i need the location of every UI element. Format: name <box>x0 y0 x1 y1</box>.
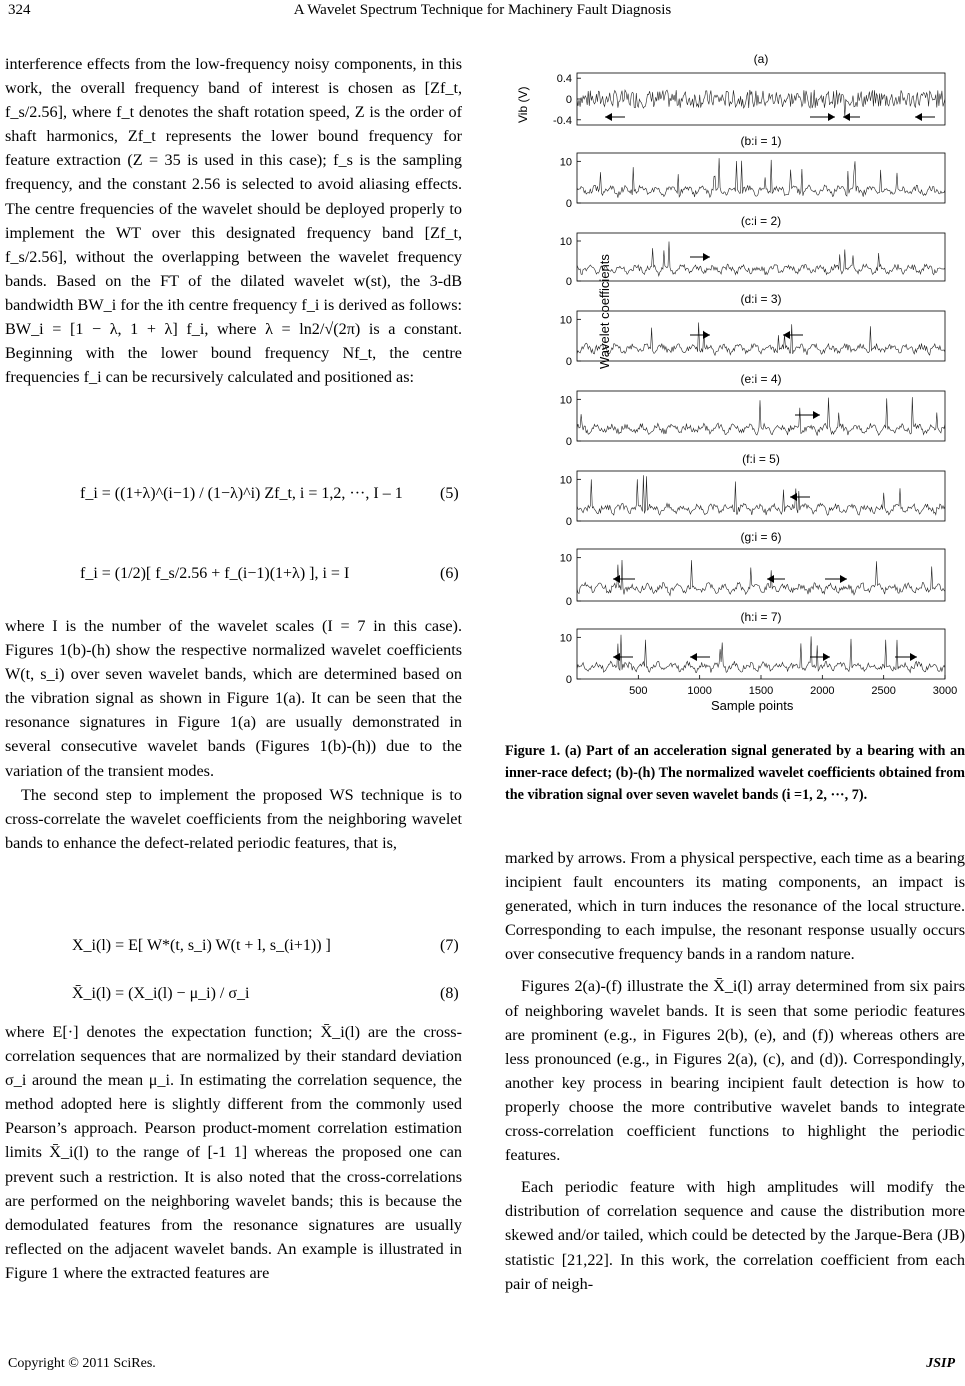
arrow-f-1-head <box>790 493 797 501</box>
panel-title: (g:i = 6) <box>740 530 782 544</box>
signal-trace <box>577 560 945 596</box>
panel-title: (a) <box>753 52 769 66</box>
left-paragraph-1: interference effects from the low-frequency noisy components, in this work, the overall frequency band of interest is chosen as [Zf_t, f_s/2.56], where f_t denotes the shaft rotation speed, Z is the order of shaft harmonics, Zf_t represents the lower bound frequency for feature extraction (Z = 35 is used in this case); f_s is the sampling frequency, and the constant 2.56 is selected to avoid aliasing effects. The centre frequencies of the wavelet should be deployed properly to implement the WT over this designated frequency band [Zf_t, f_s/2.56], without the overlapping between the wavelet frequency bands. Based on the FT of the dilated wavelet w(st), the 3-dB bandwidth BW_i for the ith centre frequency f_i is derived as follows: BW_i = [1 − λ, 1 + λ] f_i, where λ = ln2/√(2π) is a constant. Beginning with the lower bound frequency Nf_t, the centre frequencies f_i can be recursively calculated and positioned as: <box>5 55 462 387</box>
arrow-a-4-head <box>915 113 922 121</box>
equation-8: X̄_i(l) = (X_i(l) − μ_i) / σ_i <box>72 985 250 1002</box>
page-number: 324 <box>8 2 31 18</box>
arrow-a-2-head <box>828 113 835 121</box>
equation-8-number: (8) <box>440 985 459 1002</box>
panel-frame <box>577 73 945 125</box>
equation-7: X_i(l) = E[ W*(t, s_i) W(t + l, s_(i+1)) ] <box>72 937 331 954</box>
y-tick-label: 10 <box>559 314 572 327</box>
arrow-h-2-head <box>690 653 697 661</box>
left-column <box>5 52 462 389</box>
arrow-a-1-head <box>605 113 612 121</box>
signal-trace <box>577 242 945 276</box>
panel-title: (c:i = 2) <box>740 214 782 228</box>
equation-6: f_i = (1/2)[ f_s/2.56 + f_(i−1)(1+λ) ], i = I <box>80 565 350 582</box>
equation-7-number: (7) <box>440 937 459 954</box>
signal-trace <box>577 475 945 515</box>
arrow-g-3-head <box>840 575 847 583</box>
figure-1 <box>505 45 965 725</box>
equation-5: f_i = ((1+λ)^(i−1) / (1−λ)^i) Zf_t, i = 1,2, ···, I – 1 <box>80 485 403 502</box>
y-tick-label: 10 <box>559 474 572 487</box>
panel-title: (b:i = 1) <box>740 134 782 148</box>
running-title: A Wavelet Spectrum Technique for Machinery Fault Diagnosis <box>293 2 672 18</box>
y-tick-label: 10 <box>559 156 572 169</box>
y-tick-label: 10 <box>559 632 572 645</box>
y-tick-label: 0 <box>565 516 572 528</box>
left-paragraph-2: where I is the number of the wavelet scales (I = 7 in this case). Figures 1(b)-(h) show the respective normalized wavelet coefficients W(t, s_i) over seven wavelet bands, which are determined based on the vibration signal as shown in Figure 1(a). It can be seen that the resonance signatures in Figure 1(a) are usually demonstrated in several consecutive wavelet bands (Figures 1(b)-(h)) due to the variation of the transient modes. <box>5 617 462 780</box>
signal-trace <box>577 158 945 198</box>
y-tick-label: 0 <box>565 596 572 608</box>
arrow-a-3-head <box>843 113 850 121</box>
panel-frame <box>577 629 945 679</box>
y-tick-label: 0 <box>565 356 572 368</box>
left-paragraph-4: where E[·] denotes the expectation function; X̄_i(l) are the cross-correlation sequences that are normalized by their standard deviation σ_i around the mean μ_i. In estimating the correlation sequence, the method adopted here is slightly different from the commonly used Pearson’s approach. Pearson product-moment correlation estimation limits X̄_i(l) to the range of [-1 1] whereas the proposed one can prevent such a restriction. It is also noted that the cross-correlations are performed on the neighboring wavelet bands; this is because the demodulated features from the resonance signatures are usually reflected on the adjacent wavelet bands. An example is illustrated in Figure 1 where the extracted features are <box>5 1023 462 1282</box>
y-tick-label: 0 <box>565 198 572 210</box>
panel-frame <box>577 549 945 601</box>
y-tick-label: 10 <box>559 394 572 407</box>
arrow-h-3-head <box>823 653 830 661</box>
x-tick-label: 500 <box>629 685 648 697</box>
right-paragraph-1: marked by arrows. From a physical perspective, each time as a bearing incipient fault encounters its mating components, an impact is generated, which in turn induces the resonance of the local structure. Corresponding to each impulse, the resonant response usually occurs over consecutive frequency bands in a random nature. <box>505 849 965 964</box>
y-tick-label: 10 <box>559 236 572 248</box>
arrow-g-1-head <box>613 575 620 583</box>
left-paragraph-3: The second step to implement the proposed WS technique is to cross-correlate the wavelet coefficients from the neighboring wavelet bands to enhance the defect-related periodic features, that is, <box>5 785 462 852</box>
y-axis-label-coefficients: Wavelet coefficients <box>597 254 612 369</box>
left-column-lower <box>5 614 462 855</box>
y-tick-label: 0 <box>565 436 572 448</box>
panel-title: (h:i = 7) <box>740 610 782 624</box>
footer-copyright: Copyright © 2011 SciRes. <box>8 1356 156 1371</box>
x-tick-label: 3000 <box>932 685 958 697</box>
x-tick-label: 2000 <box>810 685 835 697</box>
arrow-c-1-head <box>703 253 710 261</box>
y-tick-label: 10 <box>559 552 572 565</box>
equation-5-number: (5) <box>440 485 459 502</box>
arrow-e-1-head <box>813 411 820 419</box>
y-tick-label: 0 <box>565 276 572 288</box>
panel-frame <box>577 391 945 441</box>
y-tick-label: -0.4 <box>553 114 572 127</box>
x-tick-label: 1500 <box>748 685 774 697</box>
figure-caption: Figure 1. (a) Part of an acceleration signal generated by a bearing with an inner-race defect; (b)-(h) The normalized wavelet coefficients obtained from the vibration signal over seven wavelet bands (i =1, 2, ···, 7). <box>505 743 965 803</box>
left-column-bottom <box>5 1020 462 1285</box>
y-axis-label-vib: Vib (V) <box>516 86 530 123</box>
right-paragraph-3: Each periodic feature with high amplitudes will modify the distribution of correlation sequence and cause the distribution more skewed and/or tailed, which could be detected by the Jarque-Bera (JB) statistic [21,22]. In this work, the correlation coefficient from each pair of neigh- <box>505 1178 965 1293</box>
signal-trace <box>577 397 945 436</box>
arrow-d-1-head <box>703 331 710 339</box>
y-tick-label: 0.4 <box>556 73 572 86</box>
x-tick-label: 1000 <box>687 685 712 697</box>
right-column <box>505 846 965 1296</box>
signal-trace <box>577 90 945 117</box>
panel-title: (f:i = 5) <box>742 452 780 466</box>
panel-title: (e:i = 4) <box>740 372 782 386</box>
x-tick-label: 2500 <box>871 685 896 697</box>
panel-frame <box>577 153 945 203</box>
right-paragraph-2: Figures 2(a)-(f) illustrate the X̄_i(l) array determined from six pairs of neighboring wavelet bands. It is seen that some periodic features are prominent (e.g., in Figures 2(b), (e), and (f)) whereas others are less pronounced (e.g., in Figures 2(a), (c), and (d)). Correspondingly, another key process in bearing incipient fault detection is how to properly choose the more contributive wavelet bands to integrate cross-correlation coefficient functions to highlight the periodic features. <box>505 977 965 1165</box>
arrow-h-4-head <box>910 653 917 661</box>
equation-6-number: (6) <box>440 565 459 582</box>
signal-trace <box>577 323 945 356</box>
panel-frame <box>577 233 945 281</box>
panel-title: (d:i = 3) <box>740 292 782 306</box>
y-tick-label: 0 <box>565 94 572 106</box>
y-tick-label: 0 <box>565 674 572 686</box>
footer-journal: JSIP <box>926 1356 955 1371</box>
arrow-h-1-head <box>613 653 620 661</box>
signal-trace <box>577 635 945 673</box>
x-axis-label: Sample points <box>711 698 794 713</box>
